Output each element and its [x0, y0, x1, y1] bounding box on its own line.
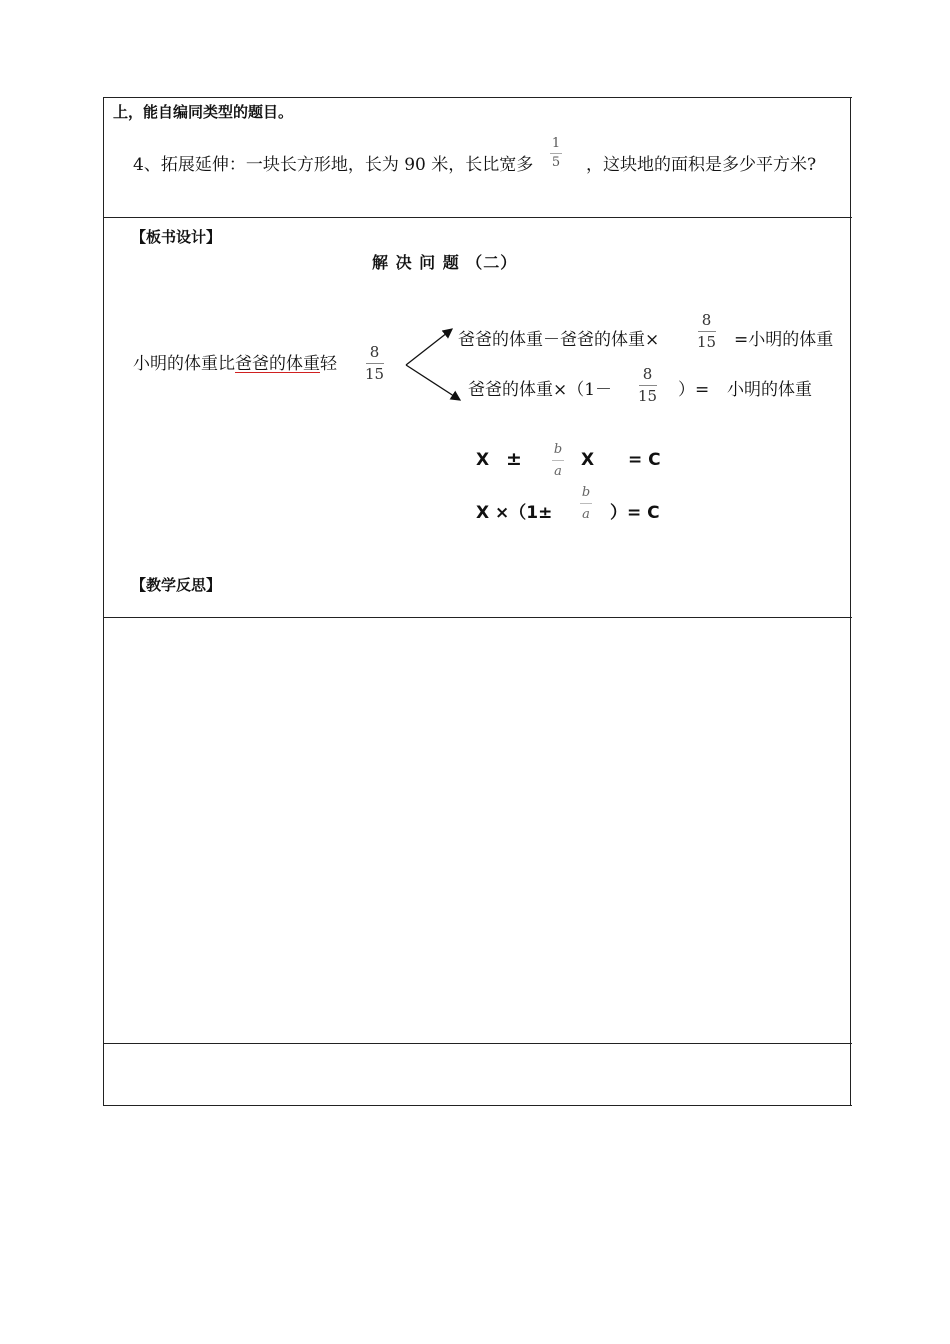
upper-expression: 爸爸的体重－爸爸的体重× [458, 330, 660, 350]
lower-fraction: 8 15 [638, 365, 658, 405]
question-4-prefix: 4、拓展延伸：一块长方形地，长为 90 米，长比宽多 [133, 155, 534, 175]
formula1-op: ± [506, 448, 522, 470]
left-prefix: 小明的体重比 [133, 354, 235, 374]
goal-line: 上，能自编同类型的题目。 [113, 103, 294, 121]
left-suffix: 轻 [320, 354, 337, 374]
lower-arrow [406, 365, 460, 400]
lower-close: ）= [678, 380, 710, 400]
formula2-equals: ）= C [610, 503, 660, 523]
lower-result: 小明的体重 [727, 380, 812, 400]
formula1-equals: = C [628, 450, 661, 470]
fraction-bar [550, 153, 562, 154]
table-top-border [103, 97, 852, 98]
board-left-statement [133, 349, 337, 374]
board-design-label: 【板书设计】 [131, 228, 222, 246]
row-divider-1 [103, 217, 852, 218]
formula2-fraction: b a [581, 485, 591, 522]
row-divider-3 [103, 1043, 852, 1044]
formula1-x: X [476, 450, 490, 470]
upper-arrow [406, 329, 452, 365]
upper-result: =小明的体重 [734, 330, 834, 350]
formula2-lead: X ×（1± [476, 503, 553, 523]
question-4-suffix: ，这块地的面积是多少平方米? [586, 155, 817, 175]
fraction-numerator: 1 [551, 136, 561, 151]
row-divider-2 [103, 617, 852, 618]
fraction-denominator: 5 [551, 155, 561, 170]
table-right-border [850, 97, 851, 1106]
left-fraction: 8 15 [365, 343, 385, 383]
teaching-reflection-label: 【教学反思】 [131, 576, 222, 594]
board-title: 解 决 问 题 （二） [372, 253, 518, 272]
table-left-border [103, 97, 104, 1106]
question-4-fraction [550, 137, 562, 170]
table-bottom-border [103, 1105, 852, 1106]
formula1-x2: X [581, 450, 595, 470]
lower-expression: 爸爸的体重×（1－ [468, 380, 613, 400]
left-underlined: 爸爸的体重 [235, 354, 320, 374]
upper-fraction: 8 15 [697, 311, 717, 351]
formula1-fraction: b a [553, 442, 563, 479]
